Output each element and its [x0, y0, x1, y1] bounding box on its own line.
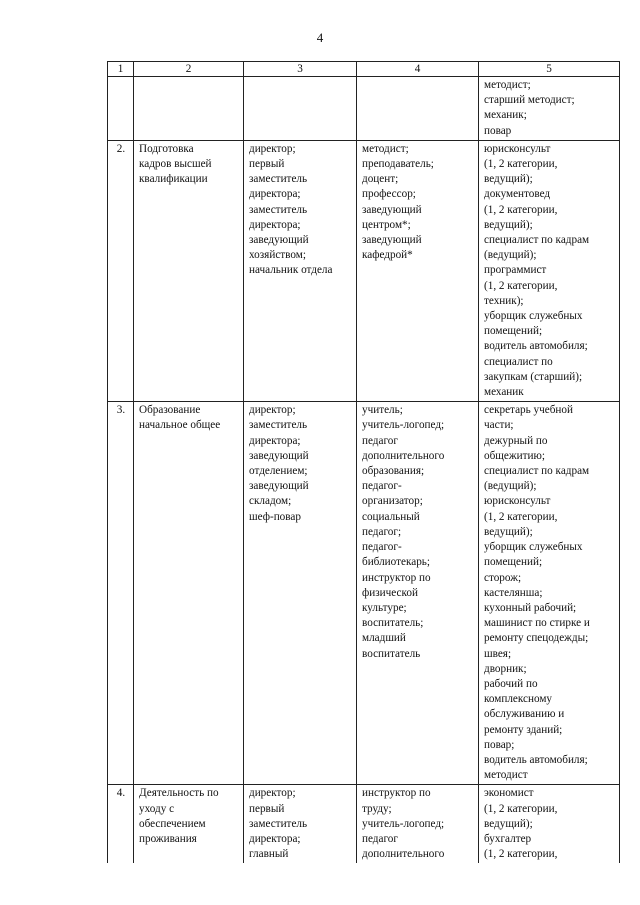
cell-text-line: документовед: [484, 188, 551, 201]
cell-text-line: специалист по: [484, 355, 553, 368]
cell-text-line: директора;: [249, 832, 301, 845]
cell-text-line: профессор;: [362, 188, 416, 201]
cell-text-line: помещений;: [484, 325, 543, 338]
cell-text-line: (1, 2 категории,: [484, 203, 558, 216]
cell-text-line: методист: [484, 769, 528, 782]
cell-text-line: воспитатель;: [362, 617, 424, 630]
support-positions-cell: [479, 785, 620, 864]
cell-text-line: ведущий);: [484, 218, 533, 231]
cell-text-line: кадров высшей: [139, 158, 212, 171]
row-number-cell: 4.: [108, 785, 134, 864]
cell-text-line: младший: [362, 632, 406, 645]
cell-text-line: квалификации: [139, 173, 208, 186]
cell-text-line: заместитель: [249, 817, 308, 830]
row-number-cell: [108, 77, 134, 141]
cell-text-line: заведующий: [249, 449, 309, 462]
cell-text-line: специалист по кадрам: [484, 465, 590, 478]
cell-text-line: учитель-логопед;: [362, 419, 445, 432]
header-cell-5: 5: [479, 62, 620, 77]
cell-text-line: директора;: [249, 188, 301, 201]
cell-text-line: заведующий: [362, 203, 422, 216]
manager-positions-cell: [244, 402, 357, 785]
cell-text-line: уходу с: [139, 802, 175, 815]
cell-text-line: (1, 2 категории,: [484, 848, 558, 861]
cell-text-line: Образование: [139, 404, 201, 417]
cell-text-line: инструктор по: [362, 787, 431, 800]
cell-text-line: дополнительного: [362, 848, 445, 861]
cell-text-line: механик: [484, 386, 524, 399]
cell-text-line: швея;: [484, 647, 512, 660]
table-row: [108, 77, 620, 141]
cell-text-line: рабочий по: [484, 677, 538, 690]
support-positions-cell: [479, 77, 620, 141]
cell-text-line: начальное общее: [139, 419, 221, 432]
cell-text-line: культуре;: [362, 601, 407, 614]
staff-positions-table: [107, 61, 620, 863]
cell-text-line: методист;: [362, 142, 409, 155]
cell-text-line: заместитель: [249, 419, 308, 432]
cell-text-line: общежитию;: [484, 449, 545, 462]
teaching-positions-cell: [357, 402, 479, 785]
cell-text-line: ведущий);: [484, 525, 533, 538]
table-row: [108, 785, 620, 864]
cell-text-line: (1, 2 категории,: [484, 802, 558, 815]
cell-text-line: физической: [362, 586, 418, 599]
cell-text-line: заведующий: [249, 234, 309, 247]
table-header-row: [108, 62, 620, 77]
cell-text-line: обслуживанию и: [484, 708, 565, 721]
cell-text-line: сторож;: [484, 571, 522, 584]
cell-text-line: комплексному: [484, 693, 553, 706]
activity-cell: [134, 402, 244, 785]
cell-text-line: дежурный по: [484, 434, 548, 447]
header-cell-1: 1: [108, 62, 134, 77]
cell-text-line: проживания: [139, 832, 197, 845]
cell-text-line: первый: [249, 158, 285, 171]
cell-text-line: складом;: [249, 495, 292, 508]
support-positions-cell: [479, 402, 620, 785]
cell-text-line: юрисконсульт: [484, 495, 551, 508]
cell-text-line: педагог;: [362, 525, 402, 538]
cell-text-line: инструктор по: [362, 571, 431, 584]
cell-text-line: учитель-логопед;: [362, 817, 445, 830]
cell-text-line: кухонный рабочий;: [484, 601, 577, 614]
manager-positions-cell: [244, 77, 357, 141]
cell-text-line: первый: [249, 802, 285, 815]
cell-text-line: механик;: [484, 109, 527, 122]
cell-text-line: дополнительного: [362, 449, 445, 462]
cell-text-line: педагог-: [362, 480, 402, 493]
cell-text-line: директор;: [249, 142, 296, 155]
cell-text-line: ремонту зданий;: [484, 723, 563, 736]
cell-text-line: хозяйством;: [249, 249, 306, 262]
cell-text-line: начальник отдела: [249, 264, 333, 277]
cell-text-line: библиотекарь;: [362, 556, 430, 569]
cell-text-line: социальный: [362, 510, 420, 523]
cell-text-line: педагог: [362, 832, 398, 845]
cell-text-line: секретарь учебной: [484, 404, 573, 417]
activity-cell: [134, 77, 244, 141]
cell-text-line: водитель автомобиля;: [484, 753, 588, 766]
cell-text-line: директора;: [249, 434, 301, 447]
cell-text-line: заместитель: [249, 203, 308, 216]
cell-text-line: программист: [484, 264, 547, 277]
cell-text-line: преподаватель;: [362, 158, 434, 171]
row-number-cell: 2.: [108, 140, 134, 401]
table-row: [108, 402, 620, 785]
page-number: 4: [316, 30, 324, 45]
cell-text-line: заведующий: [249, 480, 309, 493]
cell-text-line: экономист: [484, 787, 534, 800]
support-positions-cell: [479, 140, 620, 401]
cell-text-line: директор;: [249, 404, 296, 417]
cell-text-line: (ведущий);: [484, 249, 537, 262]
cell-text-line: кафедрой*: [362, 249, 413, 262]
cell-text-line: шеф-повар: [249, 510, 301, 523]
cell-text-line: методист;: [484, 79, 531, 91]
cell-text-line: обеспечением: [139, 817, 206, 830]
cell-text-line: (1, 2 категории,: [484, 510, 558, 523]
cell-text-line: старший методист;: [484, 94, 575, 107]
teaching-positions-cell: [357, 785, 479, 864]
row-number-cell: 3.: [108, 402, 134, 785]
cell-text-line: директора;: [249, 218, 301, 231]
cell-text-line: повар;: [484, 738, 515, 751]
cell-text-line: директор;: [249, 787, 296, 800]
cell-text-line: части;: [484, 419, 514, 432]
cell-text-line: Деятельность по: [139, 787, 219, 800]
cell-text-line: бухгалтер: [484, 832, 532, 845]
cell-text-line: закупкам (старший);: [484, 370, 583, 383]
activity-cell: [134, 140, 244, 401]
cell-text-line: (1, 2 категории,: [484, 279, 558, 292]
cell-text-line: (ведущий);: [484, 480, 537, 493]
cell-text-line: ремонту спецодежды;: [484, 632, 589, 645]
cell-text-line: главный: [249, 848, 289, 861]
manager-positions-cell: [244, 140, 357, 401]
cell-text-line: юрисконсульт: [484, 142, 551, 155]
cell-text-line: заместитель: [249, 173, 308, 186]
cell-text-line: уборщик служебных: [484, 310, 583, 323]
cell-text-line: специалист по кадрам: [484, 234, 590, 247]
teaching-positions-cell: [357, 140, 479, 401]
cell-text-line: педагог-: [362, 541, 402, 554]
cell-text-line: водитель автомобиля;: [484, 340, 588, 353]
teaching-positions-cell: [357, 77, 479, 141]
cell-text-line: отделением;: [249, 465, 308, 478]
cell-text-line: организатор;: [362, 495, 423, 508]
cell-text-line: ведущий);: [484, 173, 533, 186]
cell-text-line: помещений;: [484, 556, 543, 569]
cell-text-line: уборщик служебных: [484, 541, 583, 554]
cell-text-line: педагог: [362, 434, 398, 447]
cell-text-line: (1, 2 категории,: [484, 158, 558, 171]
cell-text-line: центром*;: [362, 218, 411, 231]
cell-text-line: образования;: [362, 465, 425, 478]
cell-text-line: дворник;: [484, 662, 527, 675]
cell-text-line: Подготовка: [139, 142, 194, 155]
header-cell-4: 4: [357, 62, 479, 77]
header-cell-2: 2: [134, 62, 244, 77]
cell-text-line: учитель;: [362, 404, 403, 417]
cell-text-line: доцент;: [362, 173, 399, 186]
cell-text-line: повар: [484, 124, 512, 137]
cell-text-line: техник);: [484, 294, 524, 307]
cell-text-line: заведующий: [362, 234, 422, 247]
cell-text-line: воспитатель: [362, 647, 421, 660]
cell-text-line: машинист по стирке и: [484, 617, 590, 630]
header-cell-3: 3: [244, 62, 357, 77]
cell-text-line: кастелянша;: [484, 586, 543, 599]
cell-text-line: ведущий);: [484, 817, 533, 830]
activity-cell: [134, 785, 244, 864]
cell-text-line: труду;: [362, 802, 392, 815]
table-row: [108, 140, 620, 401]
manager-positions-cell: [244, 785, 357, 864]
